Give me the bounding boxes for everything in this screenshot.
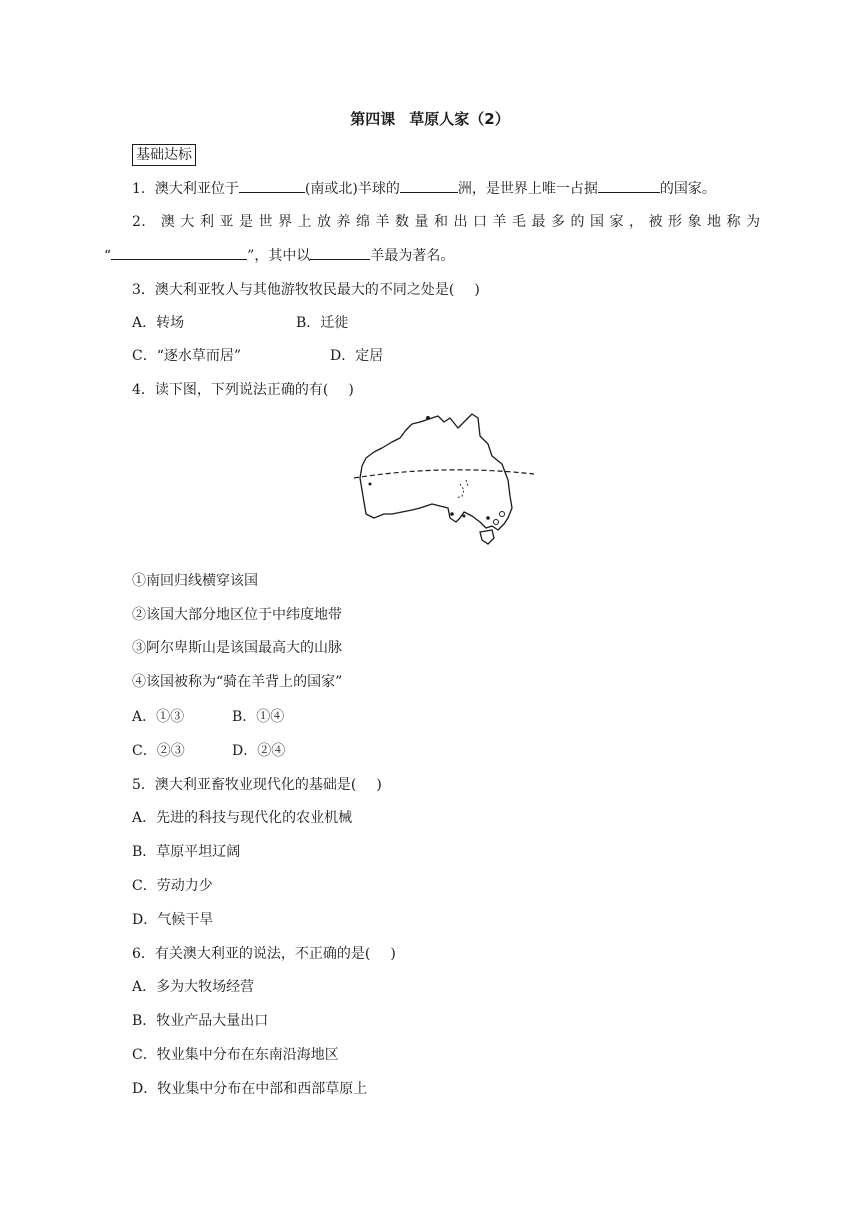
answer-blank[interactable] xyxy=(598,178,660,193)
question-4-statement-1: ①南回归线横穿该国 xyxy=(132,573,258,589)
answer-blank[interactable] xyxy=(239,178,305,193)
question-6-stem: 6．有关澳大利亚的说法，不正确的是( ) xyxy=(132,946,396,962)
question-4-statement-4: ④该国被称为“骑在羊背上的国家” xyxy=(132,674,343,690)
question-3-stem: 3．澳大利亚牧人与其他游牧牧民最大的不同之处是( ) xyxy=(132,282,480,298)
option-d[interactable]: D．定居 xyxy=(330,348,384,364)
question-1: 1．澳大利亚位于 (南或北)半球的 洲，是世界上唯一占据 的国家。 xyxy=(132,178,716,199)
option-b[interactable]: B．①④ xyxy=(232,709,285,725)
option-c[interactable]: C．劳动力少 xyxy=(132,878,213,894)
question-4-options-row-2 xyxy=(132,741,286,761)
option-c[interactable]: C．“逐水草而居” xyxy=(132,348,242,364)
option-c[interactable]: C．牧业集中分布在东南沿海地区 xyxy=(132,1047,339,1063)
question-2-line-1: 2． 澳 大 利 亚 是 世 界 上 放 养 绵 羊 数 量 和 出 口 羊 毛 最 多 的 国 家 ， 被 形 象 地 称 为 xyxy=(132,214,760,230)
question-4-statement-2: ②该国大部分地区位于中纬度地带 xyxy=(132,607,342,623)
lesson-topic: 草原人家（2） xyxy=(409,110,510,128)
answer-blank[interactable] xyxy=(400,178,458,193)
option-a[interactable]: A．①③ xyxy=(132,709,185,725)
option-d[interactable]: D．②④ xyxy=(232,743,286,759)
question-2-line-2: “ ”，其中以 羊最为著名。 xyxy=(104,245,454,266)
option-d[interactable]: D．牧业集中分布在中部和西部草原上 xyxy=(132,1081,368,1097)
lesson-number: 第四课 xyxy=(350,110,396,128)
australia-map-icon xyxy=(352,410,536,560)
question-4-options-row-1 xyxy=(132,707,285,727)
answer-blank[interactable] xyxy=(310,245,370,260)
answer-blank[interactable] xyxy=(111,245,247,260)
option-b[interactable]: B．牧业产品大量出口 xyxy=(132,1013,269,1029)
option-d[interactable]: D．气候干旱 xyxy=(132,912,214,928)
page-title xyxy=(0,108,860,129)
option-b[interactable]: B．草原平坦辽阔 xyxy=(132,844,241,860)
option-a[interactable]: A．先进的科技与现代化的农业机械 xyxy=(132,810,353,826)
question-3-options-row-1 xyxy=(132,313,349,333)
option-c[interactable]: C．②③ xyxy=(132,743,185,759)
question-4-statement-3: ③阿尔卑斯山是该国最高大的山脉 xyxy=(132,640,342,656)
section-label: 基础达标 xyxy=(132,144,196,166)
option-a[interactable]: A．多为大牧场经营 xyxy=(132,979,255,995)
question-3-options-row-2 xyxy=(132,346,384,366)
question-5-stem: 5．澳大利亚畜牧业现代化的基础是( ) xyxy=(132,777,382,793)
question-4-stem: 4．读下图，下列说法正确的有( ) xyxy=(132,382,354,398)
option-a[interactable]: A．转场 xyxy=(132,315,185,331)
option-b[interactable]: B．迁徙 xyxy=(296,315,349,331)
